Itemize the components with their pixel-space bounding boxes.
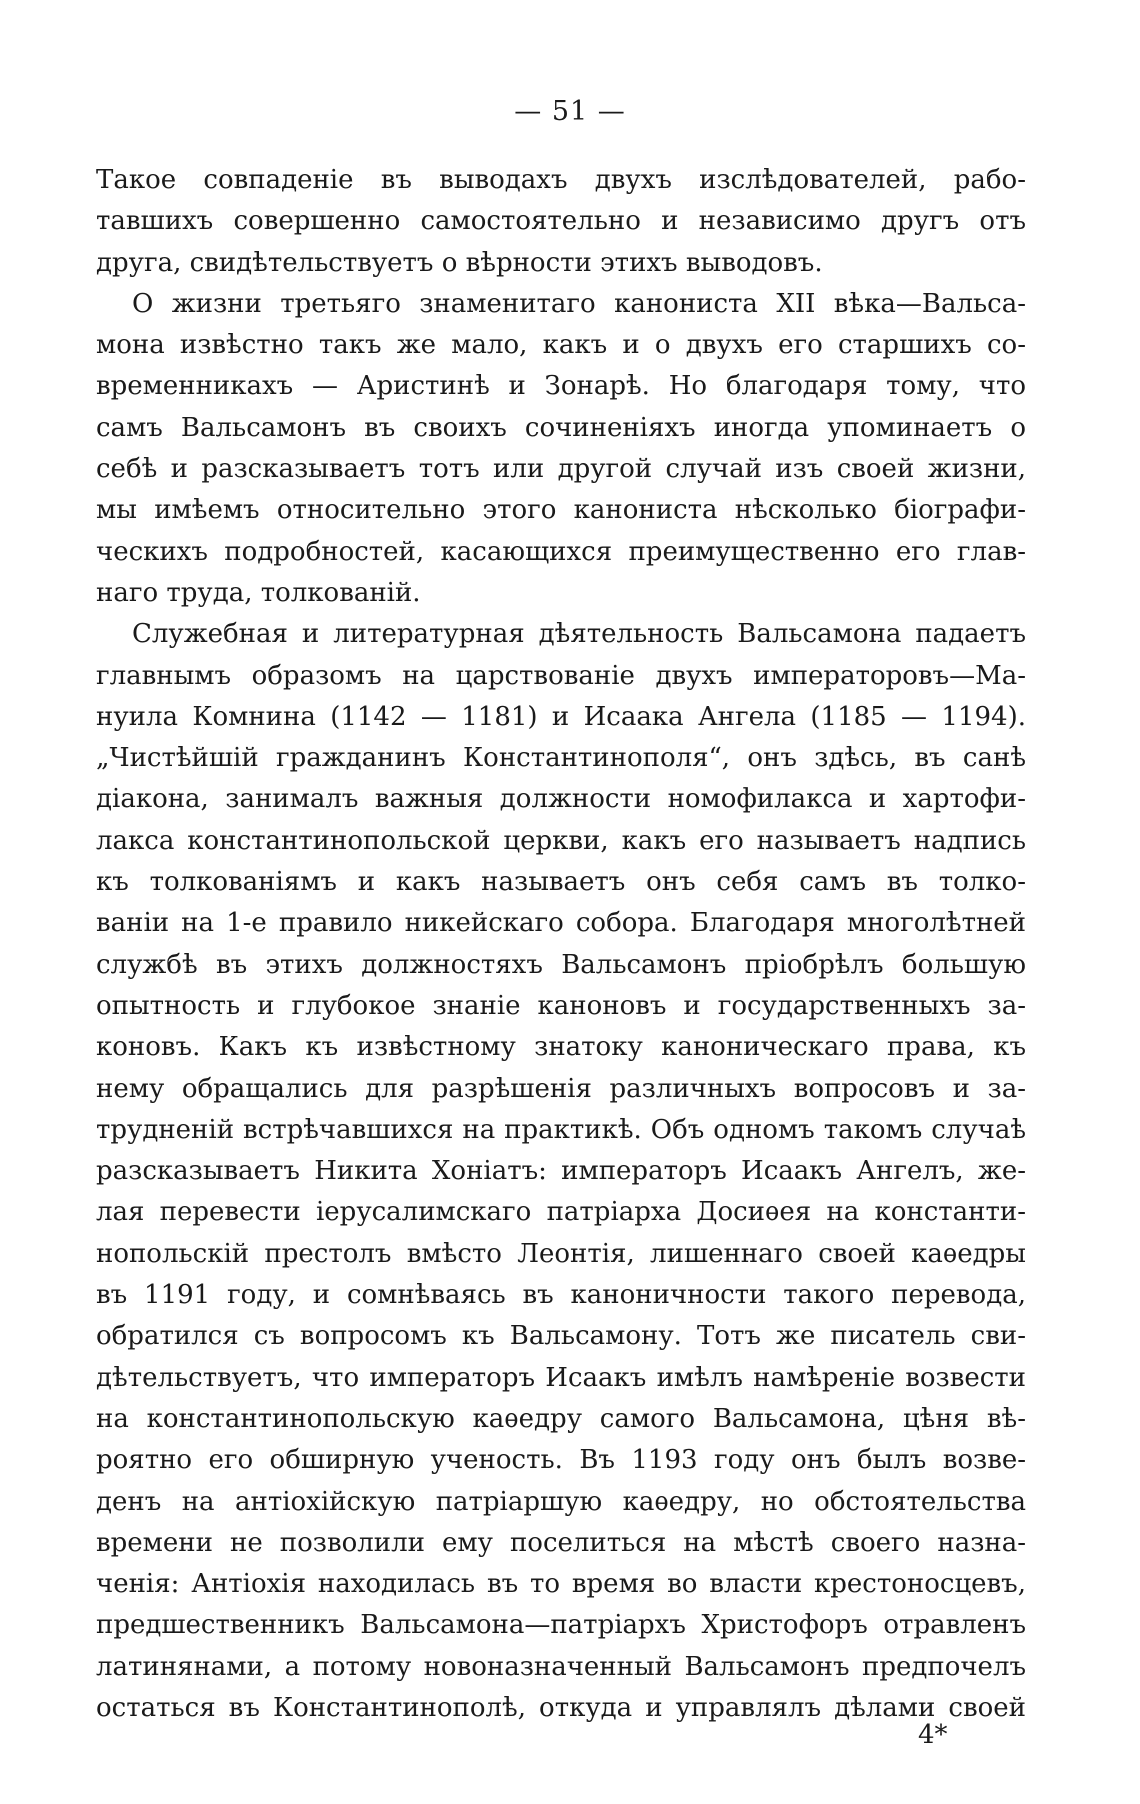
text-line: ченія: Антіохія находилась въ то время во власти крестоносцевъ,	[96, 1569, 1026, 1600]
text-line: временникахъ — Аристинѣ и Зонарѣ. Но благодаря тому, что	[96, 371, 1026, 402]
text-line: самъ Вальсамонъ въ своихъ сочиненіяхъ иногда упоминаетъ о	[96, 412, 1026, 443]
text-line: дѣтельствуетъ, что императоръ Исаакъ имѣлъ намѣреніе возвести	[96, 1362, 1026, 1393]
text-line: коновъ. Какъ къ извѣстному знатоку каноническаго права, къ	[96, 1032, 1026, 1063]
text-line: латинянами, а потому новоназначенный Вальсамонъ предпочелъ	[96, 1651, 1026, 1682]
text-line: на константинопольскую каѳедру самого Вальсамона, цѣня вѣ-	[96, 1403, 1026, 1434]
text-line: себѣ и разсказываетъ тотъ или другой случай изъ своей жизни,	[96, 454, 1026, 485]
text-line: денъ на антіохійскую патріаршую каѳедру, но обстоятельства	[96, 1486, 1026, 1517]
text-line: предшественникъ Вальсамона—патріархъ Христофоръ отравленъ	[96, 1610, 1026, 1641]
text-line: друга, свидѣтельствуетъ о вѣрности этихъ выводовъ.	[96, 247, 823, 278]
text-line: времени не позволили ему поселиться на мѣстѣ своего назна-	[96, 1527, 1026, 1558]
text-line: тавшихъ совершенно самостоятельно и независимо другъ отъ	[96, 206, 1026, 237]
text-line: ческихъ подробностей, касающихся преимущественно его глав-	[96, 536, 1026, 567]
text-line: опытность и глубокое знаніе каноновъ и государственныхъ за-	[96, 990, 1026, 1021]
text-line: трудненій встрѣчавшихся на практикѣ. Объ одномъ такомъ случаѣ	[96, 1114, 1026, 1145]
text-line: „Чистѣйшій гражданинъ Константинополя“, онъ здѣсь, въ санѣ	[96, 743, 1026, 774]
text-line: нуила Комнина (1142 — 1181) и Исаака Ангела (1185 — 1194).	[96, 701, 1026, 732]
body-text	[96, 160, 1026, 1729]
text-line: наго труда, толкованій.	[96, 577, 421, 608]
text-line: лакса константинопольской церкви, какъ его называетъ надпись	[96, 825, 1026, 856]
text-line: мона извѣстно такъ же мало, какъ и о двухъ его старшихъ со-	[96, 330, 1026, 361]
text-line: діакона, занималъ важныя должности номофилакса и хартофи-	[96, 784, 1026, 815]
page-number: — 51 —	[514, 96, 626, 127]
paragraph-start-line: Служебная и литературная дѣятельность Вальсамона падаетъ	[132, 619, 1026, 650]
signature-mark: 4*	[918, 1720, 948, 1750]
text-line: обратился съ вопросомъ къ Вальсамону. Тотъ же писатель сви-	[96, 1321, 1026, 1352]
text-line: разсказываетъ Никита Хоніатъ: императоръ Исаакъ Ангелъ, же-	[96, 1156, 1026, 1187]
text-line: лая перевести іерусалимскаго патріарха Досиѳея на константи-	[96, 1197, 1026, 1228]
text-line: ваніи на 1-е правило никейскаго собора. Благодаря многолѣтней	[96, 908, 1026, 939]
text-line: службѣ въ этихъ должностяхъ Вальсамонъ пріобрѣлъ большую	[96, 949, 1026, 980]
text-line: нему обращались для разрѣшенія различныхъ вопросовъ и за-	[96, 1073, 1026, 1104]
text-line: главнымъ образомъ на царствованіе двухъ императоровъ—Ма-	[96, 660, 1026, 691]
paragraph-start-line: О жизни третьяго знаменитаго канониста XII вѣка—Вальса-	[132, 288, 1026, 319]
text-line: мы имѣемъ относительно этого канониста нѣсколько біографи-	[96, 495, 1026, 526]
text-line: въ 1191 году, и сомнѣваясь въ каноничности такого перевода,	[96, 1280, 1026, 1311]
text-line: Такое совпаденіе въ выводахъ двухъ изслѣдователей, рабо-	[96, 165, 1026, 195]
text-line: къ толкованіямъ и какъ называетъ онъ себя самъ въ толко-	[96, 867, 1026, 898]
text-line: роятно его обширную ученость. Въ 1193 году онъ былъ возве-	[96, 1445, 1026, 1476]
text-line: остаться въ Константинополѣ, откуда и управлялъ дѣлами своей	[96, 1692, 1026, 1723]
text-line: нопольскій престолъ вмѣсто Леонтія, лишеннаго своей каѳедры	[96, 1238, 1026, 1269]
